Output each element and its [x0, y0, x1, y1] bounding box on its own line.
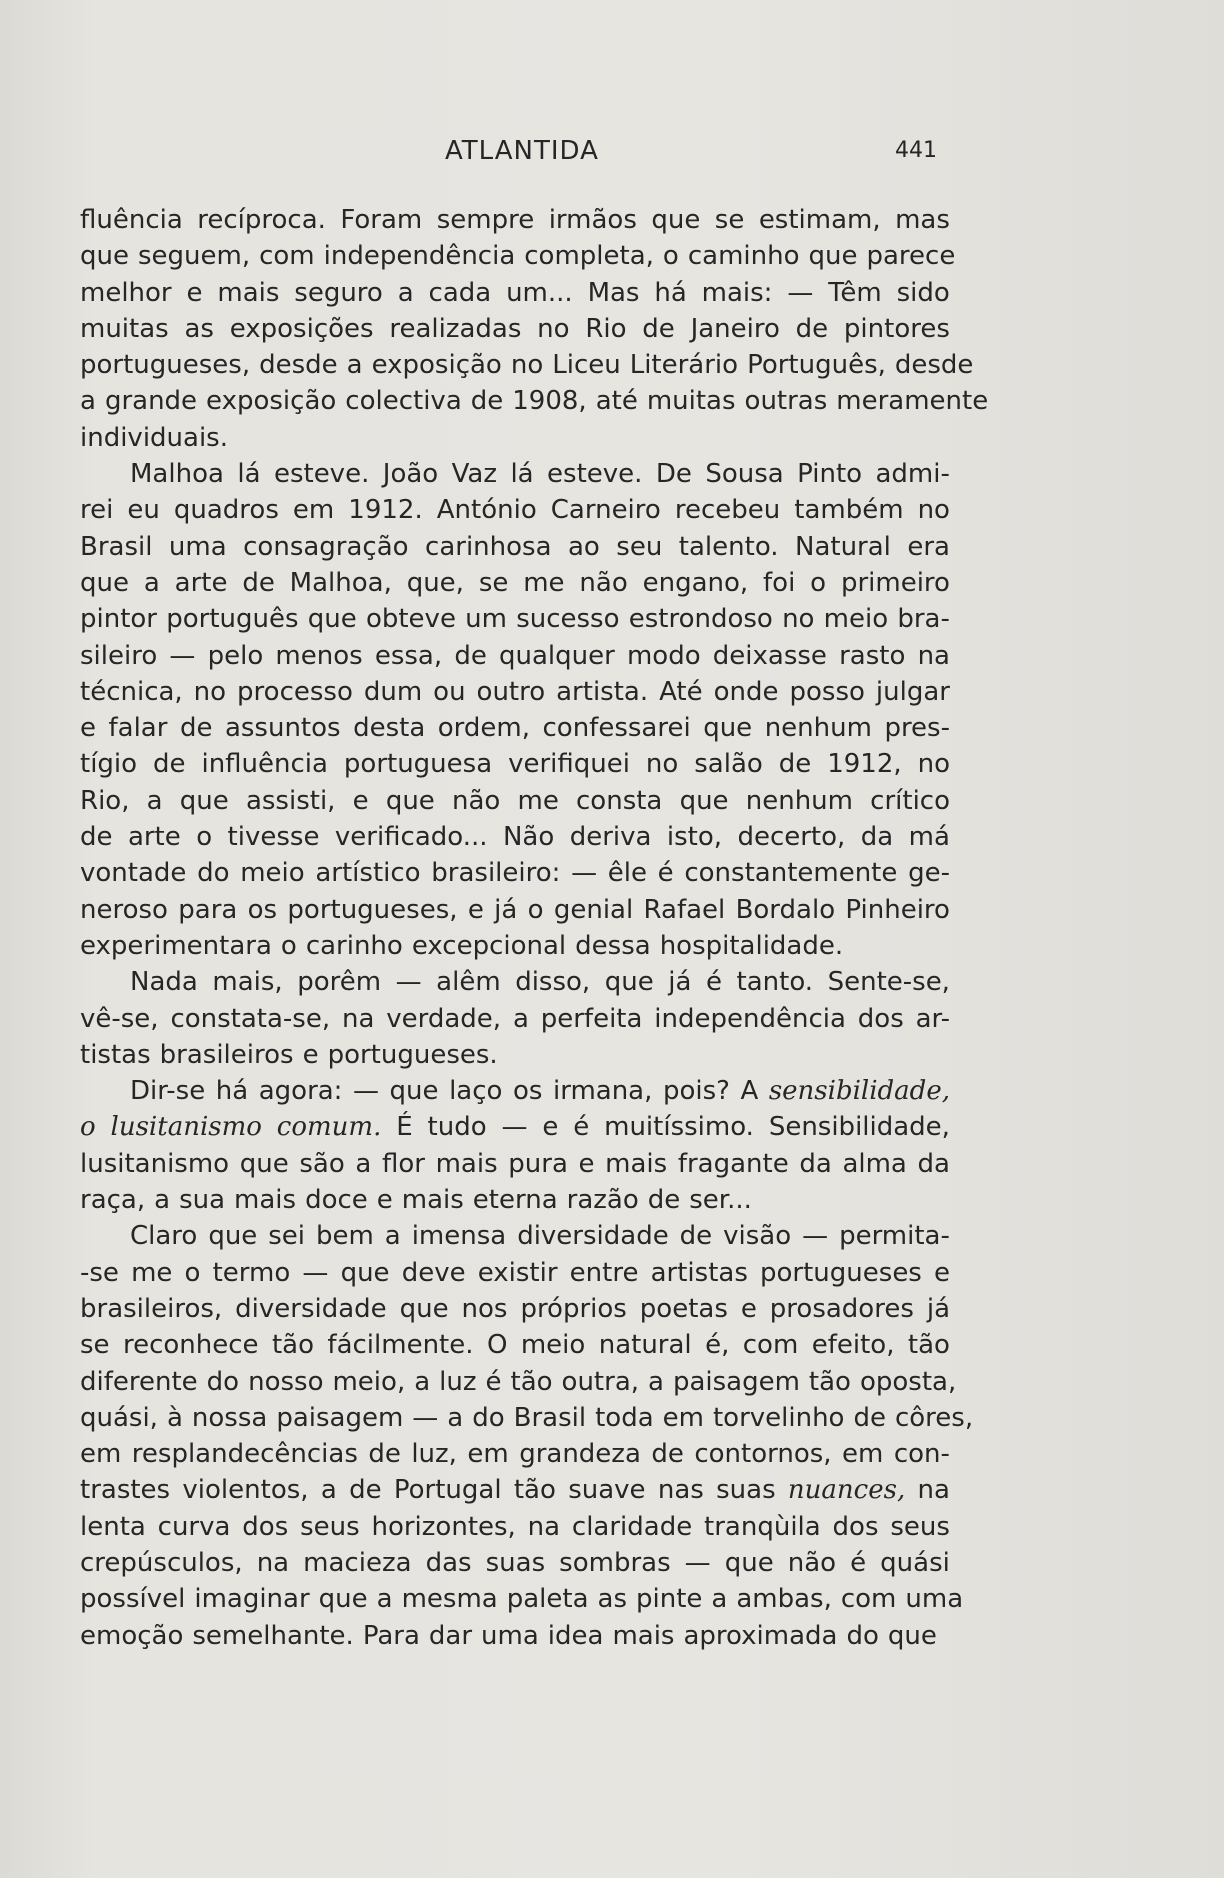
text-line: individuais.	[80, 422, 228, 453]
text-line: Brasil uma consagração carinhosa ao seu talento. Natural era	[80, 531, 950, 562]
text-line: que a arte de Malhoa, que, se me não engano, foi o primeiro	[80, 567, 950, 598]
text-line: que seguem, com independência completa, o caminho que parece	[80, 241, 956, 272]
page-number: 441	[895, 138, 937, 163]
text-line: possível imaginar que a mesma paleta as pinte a ambas, com uma	[80, 1584, 964, 1615]
text-line: lenta curva dos seus horizontes, na claridade tranqùila dos seus	[80, 1511, 950, 1542]
text-line: muitas as exposições realizadas no Rio de Janeiro de pintores	[80, 313, 950, 344]
text-line: Malhoa lá esteve. João Vaz lá esteve. De Sousa Pinto admi-	[130, 459, 950, 490]
text-line: vê-se, constata-se, na verdade, a perfeita independência dos ar-	[80, 1003, 950, 1034]
text-line: de arte o tivesse verificado... Não deriva isto, decerto, da má	[80, 822, 950, 853]
text-line: Rio, a que assisti, e que não me consta que nenhum crítico	[80, 785, 950, 816]
paragraph	[80, 964, 950, 1073]
text-line: tistas brasileiros e portugueses.	[80, 1039, 498, 1070]
paragraph	[80, 1073, 950, 1218]
paragraph	[80, 456, 950, 964]
text-line: quási, à nossa paisagem — a do Brasil toda em torvelinho de côres,	[80, 1402, 974, 1433]
text-line: brasileiros, diversidade que nos próprios poetas e prosadores já	[80, 1293, 950, 1324]
text-line: neroso para os portugueses, e já o genial Rafael Bordalo Pinheiro	[80, 894, 950, 925]
text-line: rei eu quadros em 1912. António Carneiro recebeu também no	[80, 495, 950, 526]
text-line: melhor e mais seguro a cada um... Mas há mais: — Têm sido	[80, 277, 950, 308]
text-line: lusitanismo que são a flor mais pura e mais fragante da alma da	[80, 1148, 950, 1179]
body-text	[80, 202, 989, 1654]
text-line: Claro que sei bem a imensa diversidade de visão — permita-	[130, 1221, 950, 1252]
paragraph	[80, 202, 989, 456]
text-line: se reconhece tão fácilmente. O meio natural é, com efeito, tão	[80, 1330, 950, 1361]
text-line: pintor português que obteve um sucesso estrondoso no meio bra-	[80, 604, 950, 635]
text-line: -se me o termo — que deve existir entre artistas portugueses e	[80, 1257, 950, 1288]
text-line: a grande exposição colectiva de 1908, até muitas outras meramente	[80, 386, 989, 417]
text-line: diferente do nosso meio, a luz é tão outra, a paisagem tão oposta,	[80, 1366, 957, 1397]
text-line: tígio de influência portuguesa verifiquei no salão de 1912, no	[80, 749, 950, 780]
text-line: e falar de assuntos desta ordem, confessarei que nenhum pres-	[80, 713, 950, 744]
text-line: vontade do meio artístico brasileiro: — êle é constantemente ge-	[80, 858, 950, 889]
text-line: o lusitanismo comum. É tudo — e é muitíssimo. Sensibilidade,	[80, 1112, 950, 1143]
running-title: ATLANTIDA	[445, 136, 599, 166]
text-line: crepúsculos, na macieza das suas sombras — que não é quási	[80, 1547, 950, 1578]
text-line: raça, a sua mais doce e mais eterna razão de ser...	[80, 1185, 752, 1216]
text-line: fluência recíproca. Foram sempre irmãos que se estimam, mas	[80, 205, 950, 235]
text-line: trastes violentos, a de Portugal tão suave nas suas nuances, na	[80, 1475, 950, 1506]
text-line: emoção semelhante. Para dar uma idea mais aproximada do que	[80, 1620, 937, 1651]
text-line: técnica, no processo dum ou outro artista. Até onde posso julgar	[80, 676, 950, 707]
text-line: Nada mais, porêm — alêm disso, que já é tanto. Sente-se,	[130, 967, 950, 998]
text-line: em resplandecências de luz, em grandeza de contornos, em con-	[80, 1439, 950, 1470]
text-line: Dir-se há agora: — que laço os irmana, pois? A sensibilidade,	[130, 1076, 950, 1107]
running-header	[0, 136, 1224, 176]
text-line: experimentara o carinho excepcional dessa hospitalidade.	[80, 930, 844, 961]
paragraph	[80, 1218, 974, 1654]
text-line: portugueses, desde a exposição no Liceu Literário Português, desde	[80, 350, 974, 381]
text-line: sileiro — pelo menos essa, de qualquer modo deixasse rasto na	[80, 640, 950, 671]
